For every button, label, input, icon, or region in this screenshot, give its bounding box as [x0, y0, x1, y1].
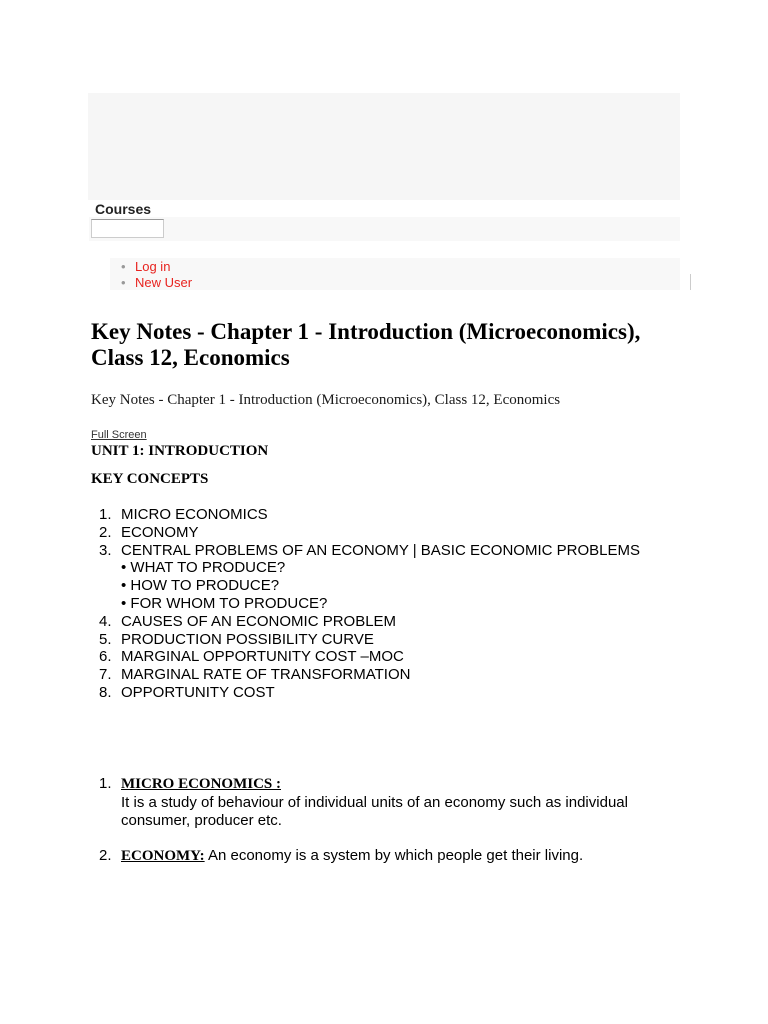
list-item	[91, 684, 651, 702]
user-menu-item-login	[121, 259, 192, 275]
sub-question: • FOR WHOM TO PRODUCE?	[121, 594, 328, 612]
full-screen-link[interactable]: Full Screen	[91, 429, 147, 441]
list-item	[91, 542, 651, 613]
list-number: 7.	[99, 666, 112, 684]
concept-text: MARGINAL OPPORTUNITY COST –MOC	[121, 648, 404, 666]
list-item	[91, 506, 651, 524]
concept-text: CENTRAL PROBLEMS OF AN ECONOMY | BASIC ECONOMIC PROBLEMS	[121, 541, 640, 559]
menu-divider	[690, 274, 691, 290]
list-item	[91, 648, 651, 666]
login-link[interactable]: Log in	[135, 259, 171, 274]
definitions-list	[91, 775, 651, 866]
unit-heading: UNIT 1: INTRODUCTION	[91, 443, 269, 459]
list-number: 6.	[99, 648, 112, 666]
list-spacer	[91, 829, 651, 847]
concept-text: MARGINAL RATE OF TRANSFORMATION	[121, 666, 411, 684]
concept-text: PRODUCTION POSSIBILITY CURVE	[121, 630, 374, 648]
key-concepts-heading: KEY CONCEPTS	[91, 471, 209, 487]
list-item	[91, 631, 651, 649]
user-menu-bar	[110, 258, 680, 290]
bullet-icon: •	[121, 259, 126, 274]
ad-banner	[88, 93, 680, 200]
concept-text: CAUSES OF AN ECONOMIC PROBLEM	[121, 612, 397, 630]
list-number: 3.	[99, 541, 112, 559]
list-number: 5.	[99, 630, 112, 648]
list-number: 8.	[99, 683, 112, 701]
document-subtitle: Key Notes - Chapter 1 - Introduction (Microeconomics), Class 12, Economics	[91, 392, 561, 408]
list-number: 1.	[99, 775, 112, 792]
concept-text: OPPORTUNITY COST	[121, 683, 275, 701]
sub-question: • WHAT TO PRODUCE?	[121, 559, 286, 577]
list-number: 2.	[99, 847, 112, 865]
courses-bar	[89, 217, 680, 241]
page-title: Key Notes - Chapter 1 - Introduction (Microeconomics), Class 12, Economics	[91, 319, 641, 370]
definition-text: An economy is a system by which people get their living.	[207, 847, 584, 865]
definition-term: ECONOMY:	[121, 848, 205, 865]
list-number: 1.	[99, 506, 112, 523]
list-item	[91, 666, 651, 684]
courses-dropdown[interactable]	[91, 219, 164, 238]
concept-text: ECONOMY	[121, 523, 199, 541]
user-menu-item-new-user	[121, 275, 192, 291]
list-number: 4.	[99, 612, 112, 630]
definition-item	[91, 775, 651, 829]
list-item	[91, 524, 651, 542]
courses-label: Courses	[95, 201, 152, 217]
key-concepts-list	[91, 506, 651, 702]
concept-text: MICRO ECONOMICS	[121, 506, 268, 523]
bullet-icon: •	[121, 274, 126, 290]
definition-term: MICRO ECONOMICS :	[121, 776, 281, 792]
sub-question: • HOW TO PRODUCE?	[121, 577, 280, 595]
new-user-link[interactable]: New User	[135, 274, 193, 290]
definition-item	[91, 847, 651, 866]
list-number: 2.	[99, 523, 112, 541]
definition-text: It is a study of behaviour of individual units of an economy such as individual consumer, producer etc.	[121, 793, 628, 829]
user-menu	[121, 259, 192, 290]
list-item	[91, 613, 651, 631]
